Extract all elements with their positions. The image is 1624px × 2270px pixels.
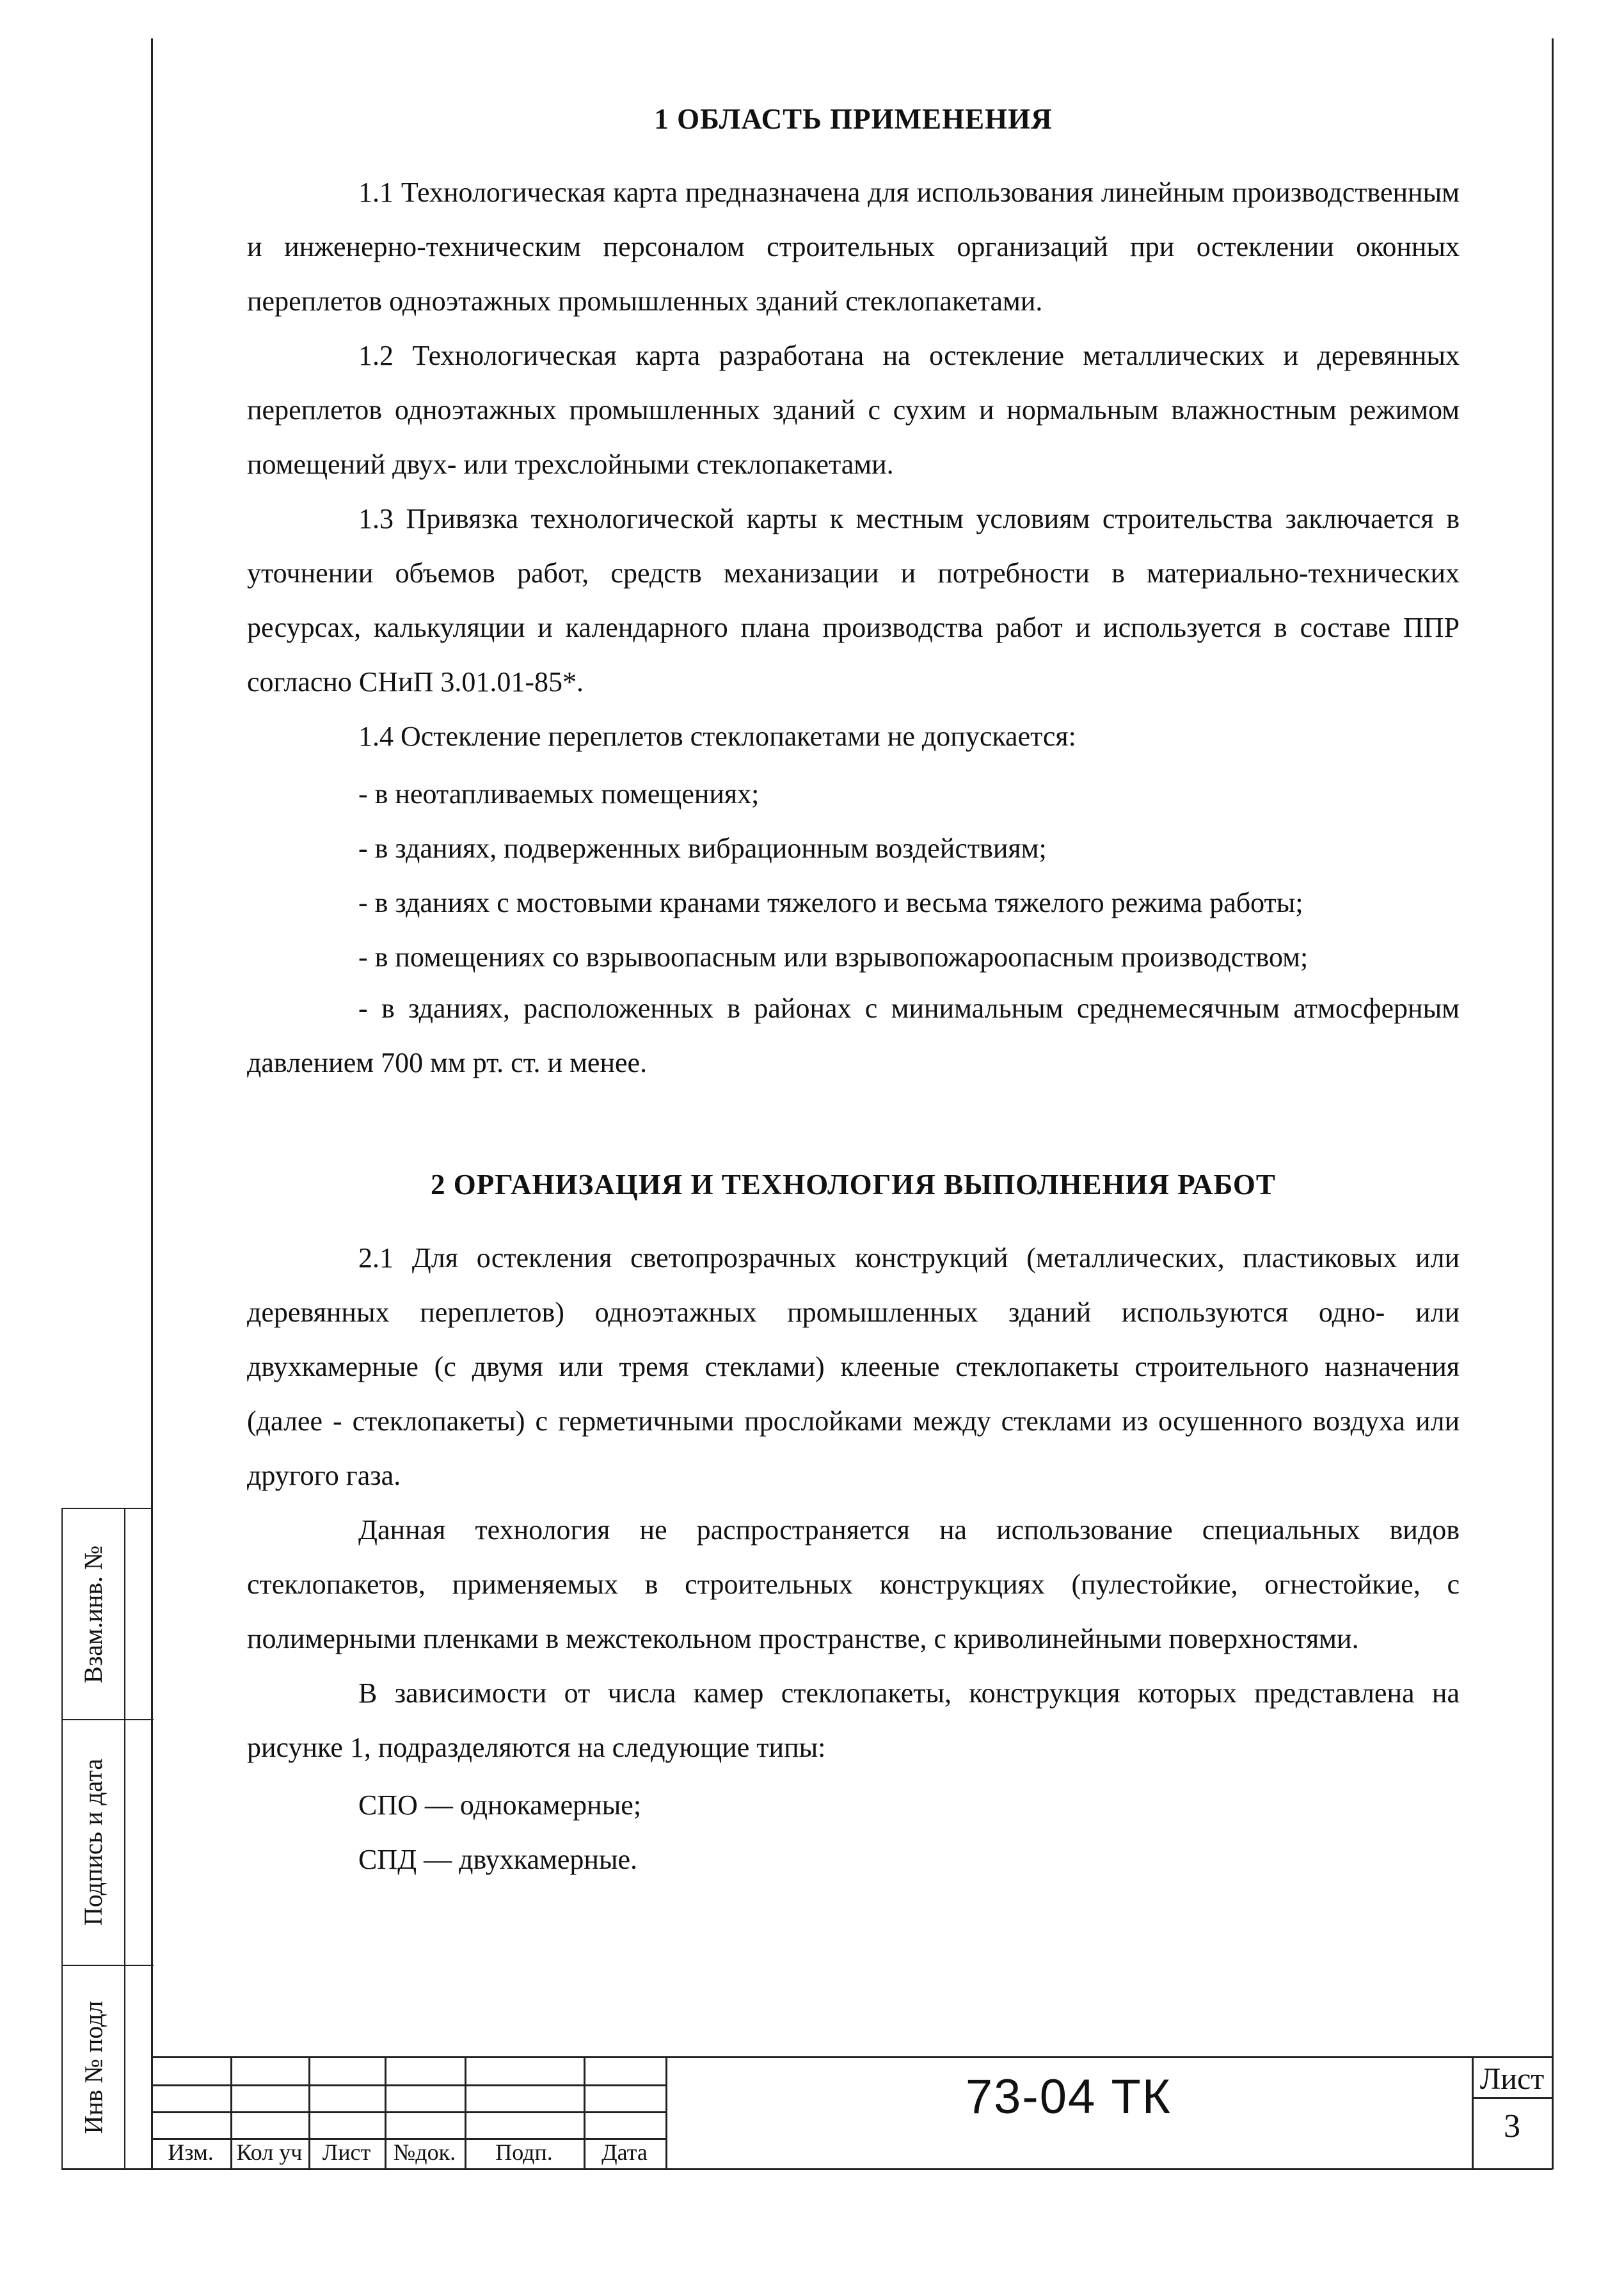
stamp-inv-podl: Инв № подл [79, 2001, 108, 2134]
paragraph-2-3: В зависимости от числа камер стеклопакеты, конструкция которых представлена на рисунке 1, подразделяются на следующие типы: [247, 1677, 1460, 1763]
paragraph-1-3: 1.3 Привязка технологической карты к местным условиям строительства заключается в уточнении объемов работ, средств механизации и потребности в материально-технических ресурсах, калькуляции и календарного плана производства работ и используется в составе ППР согласно СНиП 3.01.01-85*. [247, 503, 1460, 698]
section-1-heading: 1 ОБЛАСТЬ ПРИМЕНЕНИЯ [654, 103, 1053, 135]
header-kol-uch: Кол уч [236, 2139, 303, 2165]
stamp-vzam-inv: Взам.инв. № [79, 1545, 108, 1683]
title-block-row-line [151, 2084, 665, 2086]
type-spd: СПД — двухкамерные. [358, 1844, 638, 1875]
stamp-podpis-data: Подпись и дата [79, 1758, 108, 1926]
header-izm: Изм. [168, 2139, 214, 2165]
header-data: Дата [601, 2139, 648, 2165]
paragraph-2-1: 2.1 Для остекления светопрозрачных конструкций (металлических, пластиковых или деревянных переплетов) одноэтажных промышленных зданий используются одно- или двухкамерные (с двумя или тремя стеклами) клееные стеклопакеты строительного назначения (далее - стеклопакеты) с герметичными прослойками между стеклами из осушенного воздуха или другого газа. [247, 1242, 1460, 1491]
paragraph-1-2: 1.2 Технологическая карта разработана на остекление металлических и деревянных переплетов одноэтажных промышленных зданий с сухим и нормальным влажностным режимом помещений двух- или трехслойными стеклопакетами. [247, 340, 1460, 480]
header-podp: Подп. [495, 2139, 553, 2165]
title-block [151, 2056, 1552, 2169]
type-spo: СПО — однокамерные; [358, 1789, 642, 1821]
title-block-top-line [151, 2056, 1552, 2058]
list-item: - в помещениях со взрывоопасным или взрывопожароопасным производством; [358, 941, 1309, 973]
frame-right-border [1552, 38, 1554, 2170]
list-item-last: - в зданиях, расположенных в районах с минимальным среднемесячным атмосферным давлением 700 мм рт. ст. и менее. [247, 993, 1460, 1078]
title-block-sheet-divider [1472, 2097, 1552, 2099]
sheet-label: Лист [1479, 2062, 1545, 2096]
list-item: - в зданиях, подверженных вибрационным воздействиям; [358, 833, 1047, 864]
stamp-column-divider [124, 1509, 125, 2170]
paragraph-2-2: Данная технология не распространяется на использование специальных видов стеклопакетов, применяемых в строительных конструкциях (пулестойкие, огнестойкие, с полимерными пленками в межстекольном пространстве, с криволинейными поверхностями. [247, 1514, 1460, 1654]
sheet-number: 3 [1504, 2108, 1520, 2145]
header-list: Лист [322, 2139, 371, 2165]
document-code: 73-04 ТК [965, 2070, 1172, 2124]
paragraph-1-4: 1.4 Остекление переплетов стеклопакетами не допускается: [358, 721, 1076, 752]
title-block-row-line [151, 2111, 665, 2113]
list-item: - в зданиях с мостовыми кранами тяжелого и весьма тяжелого режима работы; [358, 887, 1303, 918]
list-item: - в неотапливаемых помещениях; [358, 778, 760, 810]
margin-stamp [61, 1508, 152, 2170]
header-ndok: №док. [393, 2139, 456, 2165]
paragraph-1-1: 1.1 Технологическая карта предназначена для использования линейным производственным и инженерно-техническим персоналом строительных организаций при остеклении оконных переплетов одноэтажных промышленных зданий стеклопакетами. [247, 177, 1460, 317]
section-2-heading: 2 ОРГАНИЗАЦИЯ И ТЕХНОЛОГИЯ ВЫПОЛНЕНИЯ РАБОТ [431, 1169, 1276, 1201]
